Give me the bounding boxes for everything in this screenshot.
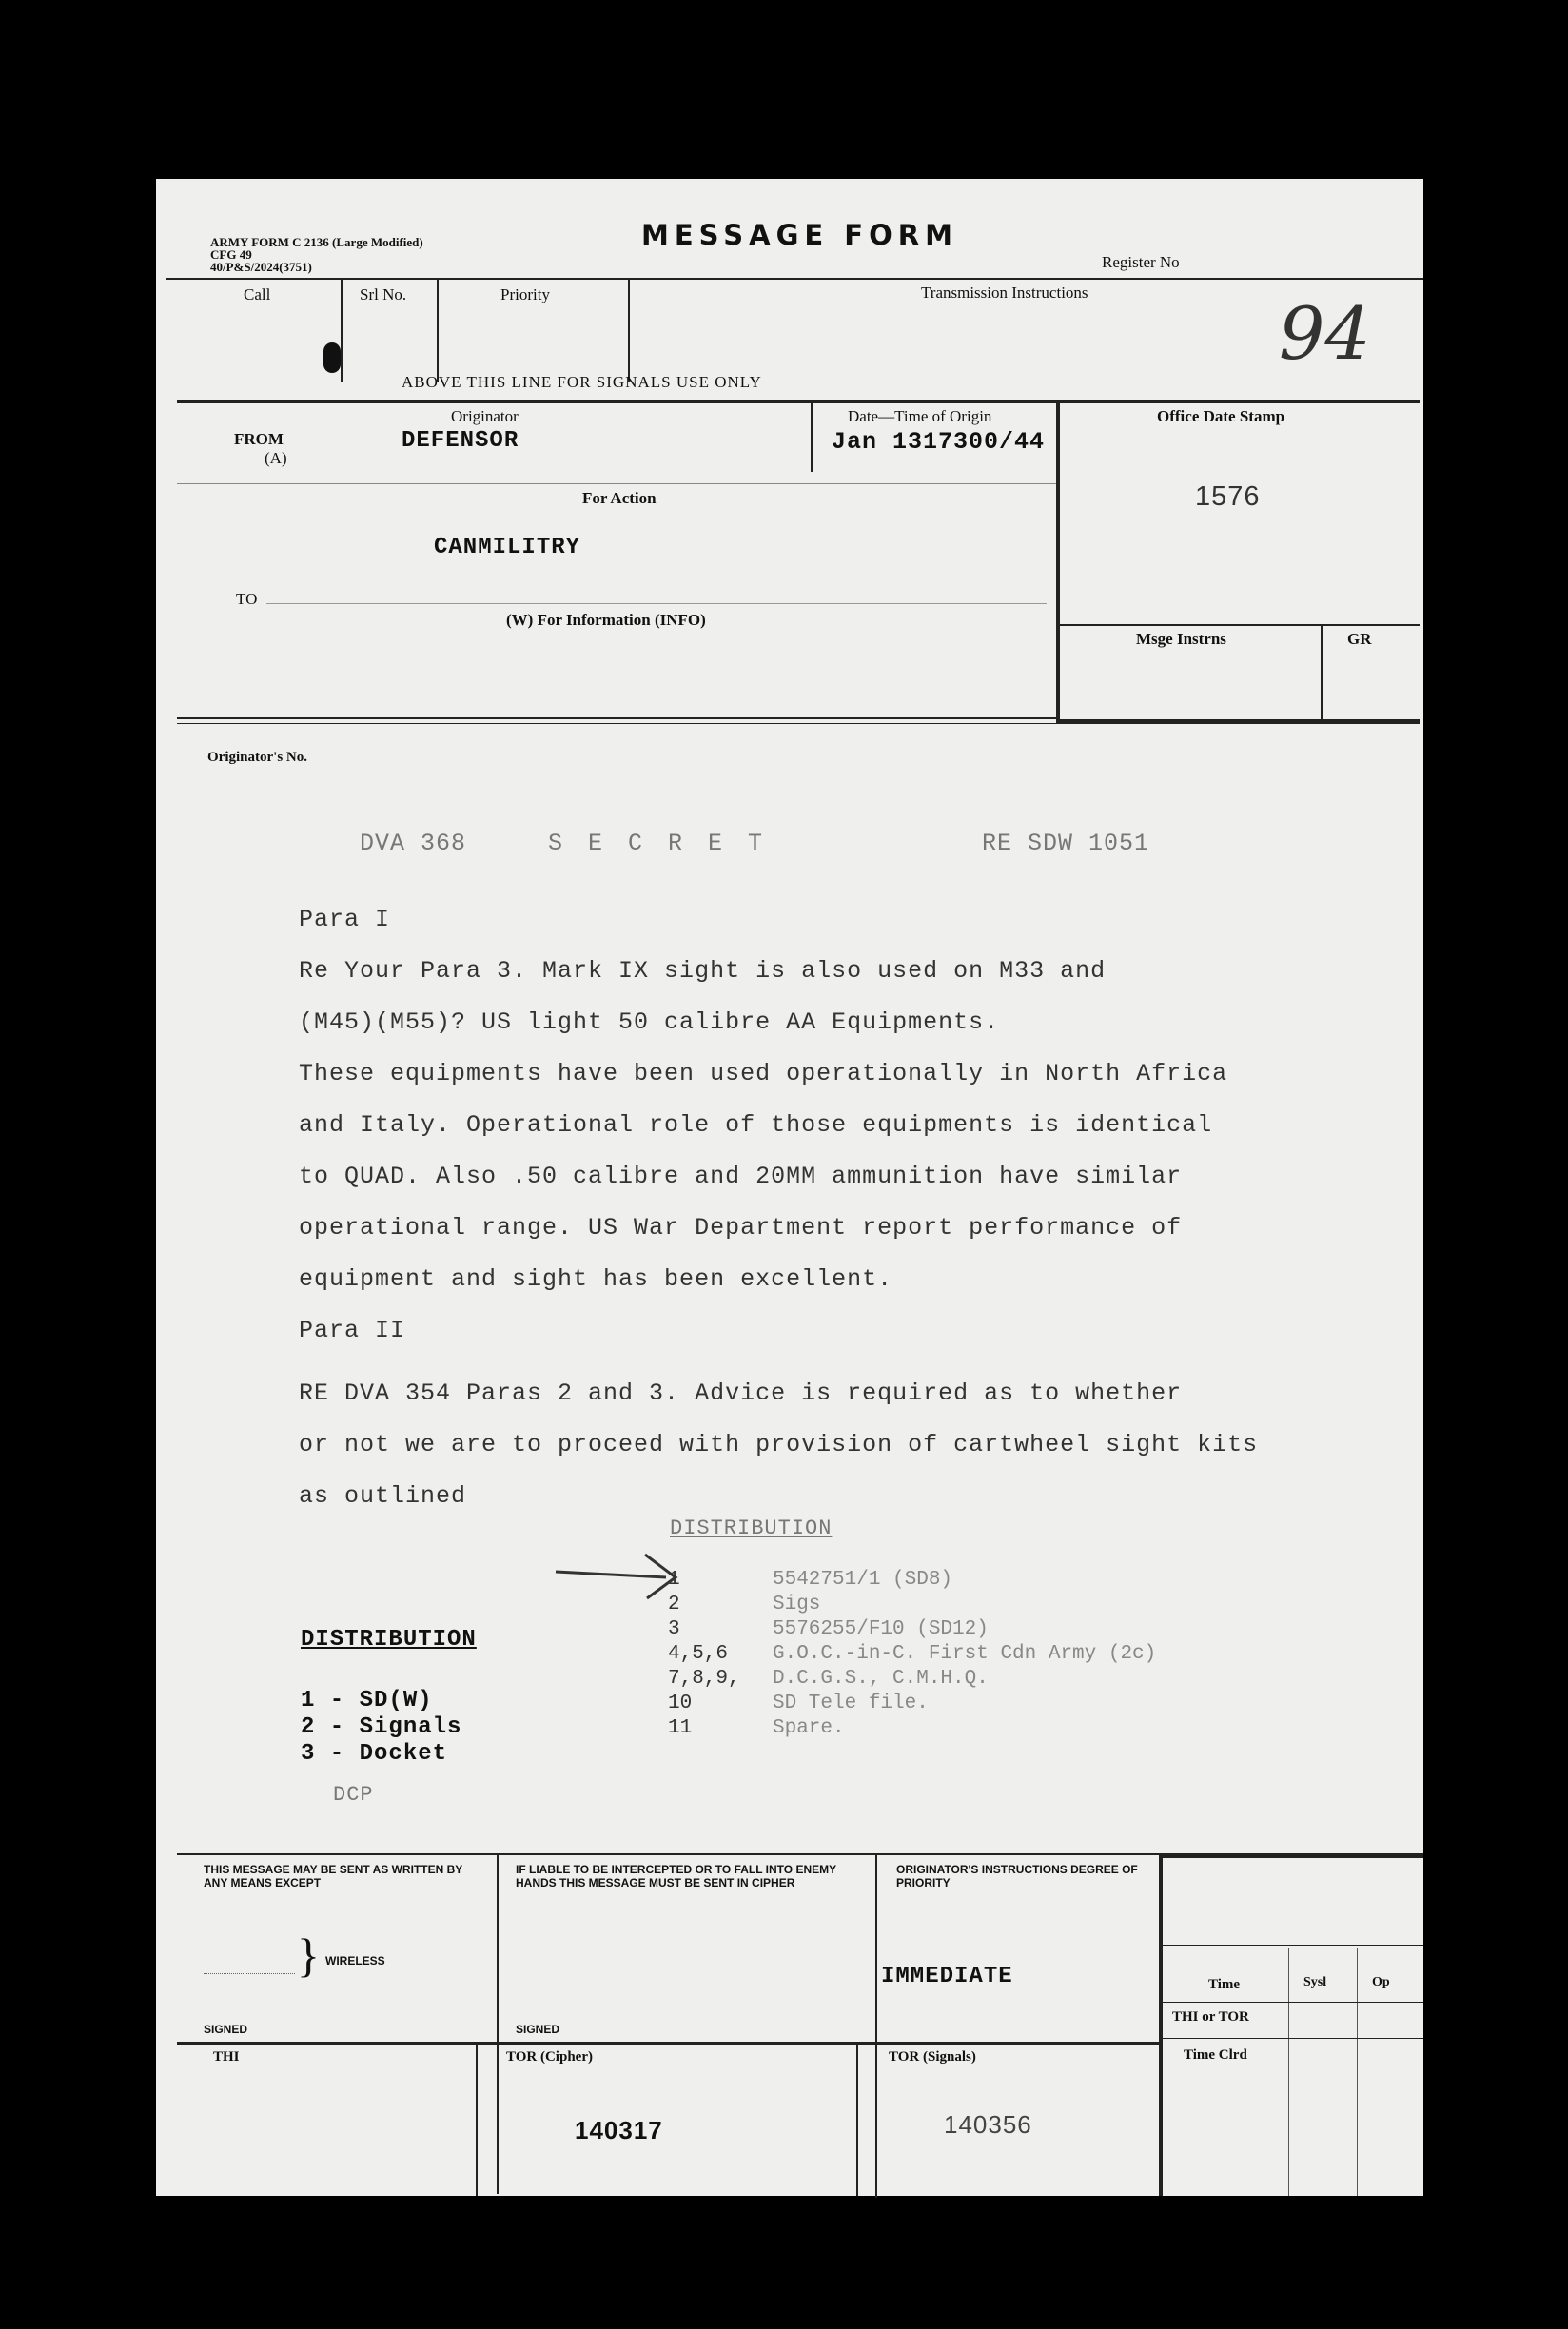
message-line: operational range. US War Department report performance of	[299, 1214, 1183, 1242]
distribution-stamp-list	[668, 1568, 1156, 1741]
distribution-stamp-row: 2 Sigs	[668, 1594, 821, 1615]
distribution-stamp-row: 4,5,6 G.O.C.-in-C. First Cdn Army (2c)	[668, 1643, 1157, 1665]
message-line: These equipments have been used operationally in North Africa	[299, 1060, 1228, 1087]
priority-value: IMMEDIATE	[881, 1964, 1013, 1989]
message-line: equipment and sight has been excellent.	[299, 1265, 893, 1293]
rule	[1056, 719, 1420, 724]
form-reference	[210, 236, 423, 273]
signed-label: SIGNED	[204, 2023, 248, 2036]
rule	[1163, 2038, 1423, 2039]
signed-label: SIGNED	[516, 2023, 560, 2036]
date-time-label: Date—Time of Origin	[848, 407, 992, 425]
message-line: (M45)(M55)? US light 50 calibre AA Equipments.	[299, 1008, 1000, 1036]
call-label: Call	[244, 285, 271, 303]
form-title: MESSAGE FORM	[641, 219, 958, 251]
distribution-stamp-row: 7,8,9, D.C.G.S., C.M.H.Q.	[668, 1668, 989, 1690]
typist-initials: DCP	[333, 1783, 374, 1807]
distribution-list	[301, 1688, 461, 1768]
originators-no-label: Originator's No.	[207, 750, 307, 765]
rule	[1163, 1945, 1423, 1946]
rule	[177, 400, 1420, 403]
message-line: and Italy. Operational role of those equipments is identical	[299, 1111, 1213, 1139]
rule	[266, 603, 1047, 604]
rule	[341, 278, 343, 382]
distribution-stamp-row: 11 Spare.	[668, 1717, 845, 1739]
thi-tor-label: THI or TOR	[1172, 2009, 1249, 2025]
form-ref-line-1: ARMY FORM C 2136 (Large Modified)	[210, 235, 423, 249]
rule	[856, 2045, 858, 2196]
from-label: FROM	[234, 430, 284, 448]
distribution-heading: DISTRIBUTION	[301, 1627, 477, 1653]
wireless-label: WIRELESS	[325, 1954, 385, 1967]
rule	[1288, 1948, 1289, 2196]
gr-label: GR	[1347, 630, 1372, 648]
reply-reference: RE SDW 1051	[982, 830, 1150, 857]
transmission-instructions-label: Transmission Instructions	[921, 284, 1088, 302]
message-line: Re Your Para 3. Mark IX sight is also used on M33 and	[299, 957, 1107, 985]
distribution-item: 1 - SD(W)	[301, 1688, 433, 1713]
rule	[1357, 1948, 1358, 2196]
arrow-icon	[554, 1549, 683, 1602]
rule	[1321, 624, 1323, 719]
message-line: Para I	[299, 906, 391, 933]
rule	[1159, 1853, 1423, 1858]
rule	[1159, 1853, 1163, 2196]
rule	[1163, 2002, 1423, 2003]
form-ref-line-3: 40/P&S/2024(3751)	[210, 260, 312, 274]
op-label: Op	[1372, 1975, 1390, 1989]
originator-label: Originator	[451, 407, 519, 425]
tor-cipher-value: 140317	[575, 2116, 663, 2144]
rule	[811, 401, 813, 472]
tor-signals-label: TOR (Signals)	[889, 2049, 976, 2065]
send-as-written-note: THIS MESSAGE MAY BE SENT AS WRITTEN BY ANY MEANS EXCEPT	[204, 1863, 463, 1889]
from-sub-label: (A)	[265, 449, 287, 467]
rule	[177, 717, 1056, 719]
rule	[166, 278, 1423, 280]
office-stamp-label: Office Date Stamp	[1157, 407, 1285, 425]
tor-signals-value: 140356	[944, 2110, 1032, 2139]
thi-label: THI	[213, 2049, 240, 2065]
rule	[177, 723, 1056, 724]
distribution-item: 2 - Signals	[301, 1714, 462, 1740]
message-line: Para II	[299, 1317, 406, 1344]
signals-use-only-note: ABOVE THIS LINE FOR SIGNALS USE ONLY	[402, 373, 762, 391]
priority-label: Priority	[500, 285, 550, 303]
handwritten-page-number: 94	[1279, 291, 1371, 376]
distribution-stamp-row: 3 5576255/F10 (SD12)	[668, 1618, 989, 1640]
rule	[177, 2042, 1163, 2045]
field-blank	[204, 1935, 295, 1974]
message-line: to QUAD. Also .50 calibre and 20MM ammunition have similar	[299, 1163, 1183, 1190]
date-time-value: Jan 1317300/44	[832, 428, 1046, 456]
distribution-item: 3 - Docket	[301, 1741, 448, 1767]
time-clrd-label: Time Clrd	[1184, 2047, 1247, 2063]
security-classification: S E C R E T	[548, 830, 769, 857]
rule	[437, 278, 439, 382]
distribution-stamp-row: 10 SD Tele file.	[668, 1693, 929, 1714]
brace-icon: }	[297, 1928, 320, 1982]
rule	[177, 483, 1056, 484]
originators-instructions-label: ORIGINATOR'S INSTRUCTIONS DEGREE OF PRIORITY	[896, 1863, 1138, 1889]
rule	[1060, 624, 1420, 626]
time-label: Time	[1208, 1977, 1241, 1992]
message-line: or not we are to proceed with provision of cartwheel sight kits	[299, 1431, 1259, 1458]
distribution-stamp-row: 1 5542751/1 (SD8)	[668, 1569, 953, 1591]
message-reference: DVA 368	[360, 830, 467, 857]
rule	[1056, 400, 1060, 723]
register-no-label: Register No	[1102, 253, 1180, 271]
for-action-label: For Action	[582, 489, 657, 507]
office-stamp-value: 1576	[1195, 481, 1261, 512]
rule	[476, 2045, 478, 2196]
rule	[628, 278, 630, 382]
rule	[497, 1855, 499, 2194]
info-label: (W) For Information (INFO)	[506, 611, 706, 629]
to-label: TO	[236, 590, 258, 608]
tor-cipher-label: TOR (Cipher)	[506, 2049, 593, 2065]
message-line: RE DVA 354 Paras 2 and 3. Advice is required as to whether	[299, 1380, 1183, 1407]
rule	[875, 1855, 877, 2198]
message-line: as outlined	[299, 1482, 467, 1510]
form-ref-line-2: CFG 49	[210, 247, 252, 262]
action-addressee: CANMILITRY	[434, 535, 581, 560]
cipher-note: IF LIABLE TO BE INTERCEPTED OR TO FALL INTO ENEMY HANDS THIS MESSAGE MUST BE SENT IN CIPHER	[516, 1863, 836, 1889]
srl-no-label: Srl No.	[360, 285, 407, 303]
sysl-label: Sysl	[1303, 1975, 1327, 1989]
ink-mark	[323, 342, 341, 373]
originator-value: DEFENSOR	[402, 428, 519, 454]
msge-instrns-label: Msge Instrns	[1136, 630, 1226, 648]
distribution-stamp-heading: DISTRIBUTION	[670, 1517, 833, 1540]
message-form-sheet	[156, 179, 1423, 2196]
